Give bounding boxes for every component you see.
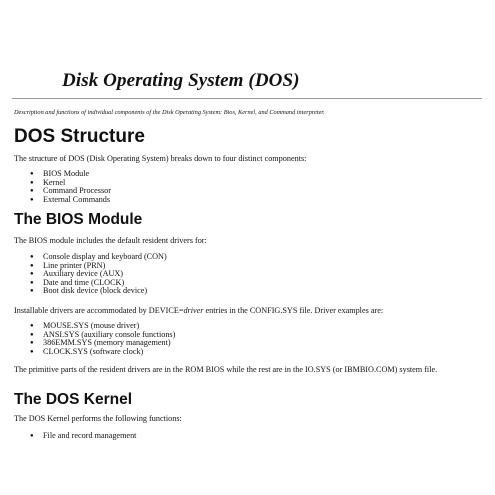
bullet-icon: ● (30, 196, 34, 203)
bullet-icon: ● (30, 348, 34, 355)
list-item: ● Date and time (CLOCK) (30, 277, 125, 287)
list-item: ● Boot disk device (block device) (30, 286, 148, 296)
list-item: ● External Commands (30, 194, 111, 204)
structure-list (30, 170, 111, 204)
title-divider (12, 98, 482, 99)
bullet-icon: ● (30, 279, 34, 286)
list-item: ● 386EMM.SYS (memory management) (30, 338, 171, 348)
document-title: Disk Operating System (DOS) (62, 70, 300, 91)
structure-intro: The structure of DOS (Disk Operating System) breaks down to four distinct components: (14, 154, 307, 163)
bullet-icon: ● (30, 323, 34, 329)
list-item: ● BIOS Module (30, 169, 90, 178)
kernel-functions-list (30, 432, 136, 441)
list-item: ● MOUSE.SYS (mouse driver) (30, 321, 140, 330)
kernel-intro: The DOS Kernel performs the following functions: (14, 414, 182, 423)
bullet-icon: ● (30, 254, 34, 260)
list-item: ● ANSI.SYS (auxiliary console functions) (30, 329, 176, 339)
section-heading-dos-kernel: The DOS Kernel (14, 391, 132, 408)
bullet-icon: ● (30, 340, 34, 347)
bios-driver-list (30, 253, 167, 296)
list-item: ● Command Processor (30, 186, 111, 196)
list-item: ● Console display and keyboard (CON) (30, 252, 167, 261)
bullet-icon: ● (30, 262, 34, 269)
bullet-icon: ● (30, 271, 34, 278)
bullet-icon: ● (30, 288, 34, 295)
list-item: ● Auxiliary device (AUX) (30, 269, 124, 279)
list-item: ● Line printer (PRN) (30, 260, 106, 270)
resident-drivers-paragraph: The primitive parts of the resident drivers are in the ROM BIOS while the rest are in the IO.SYS (or IBMBIO.COM) system file. (14, 365, 438, 374)
document-subtitle: Description and functions of individual components of the Disk Operating System: Bios, Kernel, and Command interpreter. (14, 109, 325, 116)
section-heading-bios-module: The BIOS Module (14, 211, 143, 228)
section-heading-dos-structure: DOS Structure (14, 126, 145, 147)
bullet-icon: ● (30, 179, 34, 186)
bullet-icon: ● (30, 331, 34, 338)
bullet-icon: ● (30, 188, 34, 195)
installable-drivers-text: Installable drivers are accommodated by DEVICE=driver entries in the CONFIG.SYS file. Driver examples are: (14, 306, 384, 315)
list-item: ● Kernel (30, 177, 66, 187)
bullet-icon: ● (30, 433, 34, 439)
bios-intro: The BIOS module includes the default resident drivers for: (14, 236, 207, 245)
bullet-icon: ● (30, 171, 34, 177)
list-item: ● File and record management (30, 431, 137, 440)
list-item: ● CLOCK.SYS (software clock) (30, 346, 144, 356)
driver-examples-list (30, 322, 175, 356)
